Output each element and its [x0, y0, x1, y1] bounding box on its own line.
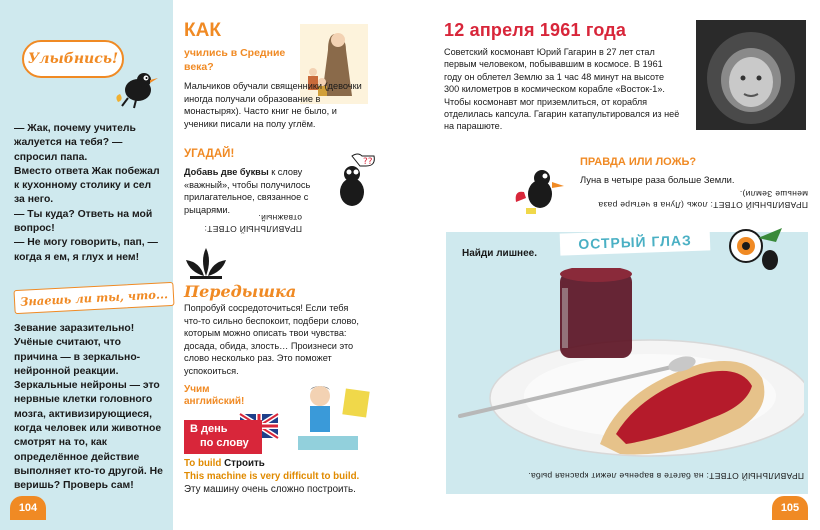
did-you-know-label: Знаешь ли ты, что...: [13, 282, 174, 314]
pause-heading: Передышка: [184, 282, 297, 301]
man-illustration: [292, 382, 374, 454]
page-number-left: 104: [10, 496, 46, 520]
build-sentence-en: This machine is very difficult to build.: [184, 471, 360, 482]
joke-text: [14, 122, 164, 265]
kak-subheading: учились в Средние века?: [184, 47, 286, 73]
gagarin-photo: [696, 20, 806, 130]
build-line: [184, 458, 265, 469]
toast-jam-photo: [450, 268, 804, 468]
yawn-text: Зевание заразительно! Учёные считают, что причина — в зеркально-нейронной реакции. Зеркальные нейроны — это нервные клетки головного мозга, активизирующиеся, когда человек или животное смотрят на то, как определённое действие выполняет кто-то другой. Не веришь? Проверь сам!: [14, 323, 163, 492]
svg-text:??: ??: [363, 157, 373, 167]
pause-text: Попробуй сосредоточиться! Если тебя что-то сильно беспокоит, подбери слово, которым можно описать твои чувства: досада, обида, злость… Произнеси это слово несколько раз. Это поможет успокоиться.: [184, 303, 359, 376]
monk-text: Мальчиков обучали священники (девочки иногда получали образование в монастырях). Часто книг не было, и ученики писали на полу углём.: [184, 81, 362, 129]
day-line2: по слову: [200, 437, 249, 449]
guess-bold: Добавь две буквы: [184, 167, 269, 177]
guess-text: [184, 166, 334, 216]
truth-heading: ПРАВДА ИЛИ ЛОЖЬ?: [580, 156, 697, 168]
joke-line: — Ты куда? Ответь на мой вопрос!: [14, 208, 153, 235]
day-line1: В день: [190, 423, 228, 435]
mascot-bird-icon: [112, 60, 164, 112]
smile-bubble: Улыбнись!: [22, 40, 124, 78]
word-of-day-badge: [184, 412, 280, 456]
build-en: To build: [184, 458, 222, 469]
kak-heading: КАК: [184, 20, 221, 41]
mascot-bird-icon: [512, 162, 572, 218]
joke-line: — Не могу говорить, пап, — когда я ем, я глух и нем!: [14, 237, 158, 263]
build-ru: Строить: [224, 458, 265, 469]
date-heading: 12 апреля 1961 года: [444, 20, 627, 40]
bug-icon: [330, 152, 376, 212]
page-number-right: 105: [772, 496, 808, 520]
joke-line: — Жак, почему учитель жалуется на тебя? — спросил папа.: [14, 123, 136, 163]
guess-rest: к слову «важный», чтобы получилось прилагательное, связанное с рыцарями.: [184, 167, 311, 215]
truth-text: Луна в четыре раза больше Земли.: [580, 174, 735, 185]
lotus-icon: [182, 246, 230, 280]
find-answer-upside-down: ПРАВИЛЬНЫЙ ОТВЕТ: на багете в варенье лежит красная рыба.: [528, 471, 804, 481]
learn-english-heading: Учим английский!: [184, 384, 245, 407]
gagarin-text: Советский космонавт Юрий Гагарин в 27 лет стал первым человеком, побывавшим в космосе. В 1961 году он облетел Землю за 1 час 48 минут на высоте 300 километров в космическом корабле «Восток-1». Чтобы космонавт мог приземлиться, от корабля отделилась капсула. Гагарин катапультировался из неё на парашюте.: [444, 47, 680, 132]
truth-answer-upside-down: ПРАВИЛЬНЫЙ ОТВЕТ: ложь (Луна в четыре раза меньше Земли).: [598, 189, 808, 210]
sharp-eye-label: ОСТРЫЙ ГЛАЗ: [560, 228, 711, 255]
joke-line: Вместо ответа Жак побежал к кухонному столику и сел за него.: [14, 165, 160, 206]
guess-heading: УГАДАЙ!: [184, 148, 235, 160]
find-odd-text: Найди лишнее.: [462, 248, 537, 259]
build-sentence-ru: Эту машину очень сложно построить.: [184, 484, 356, 495]
guess-answer-upside-down: ПРАВИЛЬНЫЙ ОТВЕТ: отважный.: [204, 213, 302, 234]
